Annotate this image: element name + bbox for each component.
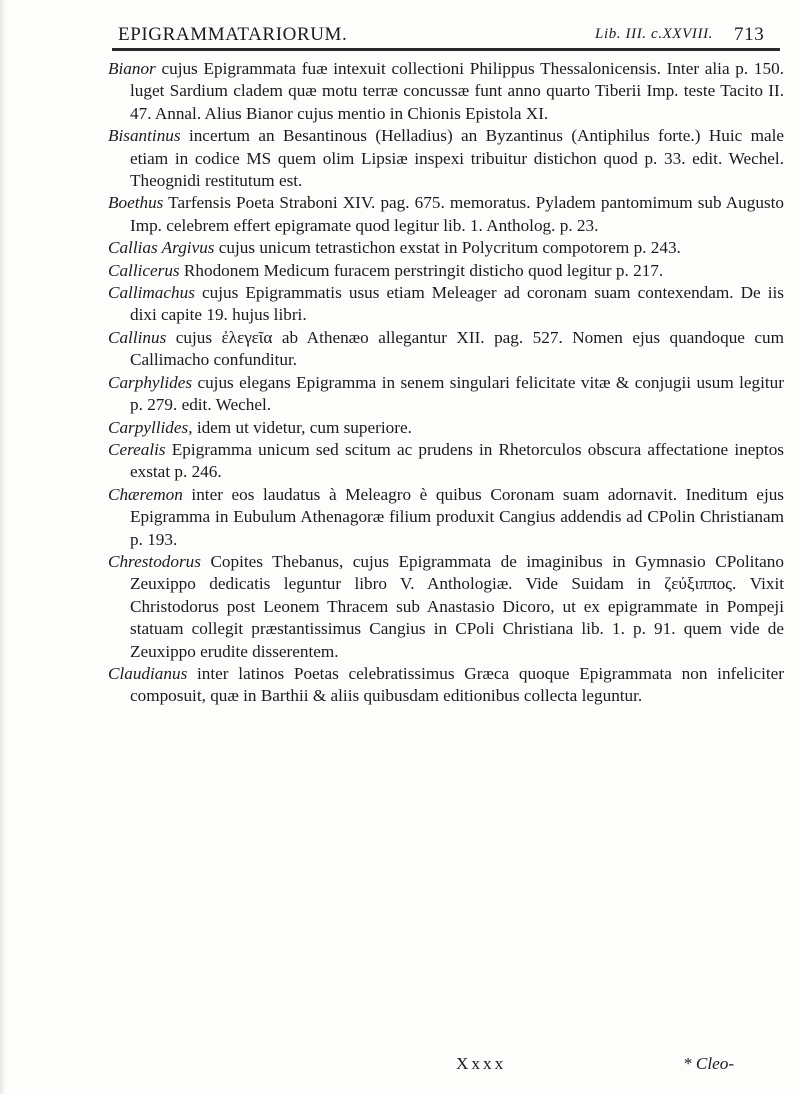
entry-list [108,58,784,708]
header-rule [112,48,780,51]
entry-headword: Callimachus [108,283,195,303]
entry-headword: Chrestodorus [108,551,201,571]
entry [108,551,784,663]
section-reference: Lib. III. c.XXVIII. [595,26,714,42]
entry-headword: Callias Argivus [108,238,215,258]
entry-text: cujus Epigrammata fuæ intexuit collectioni Philippus Thessalonicensis. Inter alia p. 150. luget Sardium cladem quæ motu terræ concussæ funt anno quarto Tiberii Imp. teste Tacito II. 47. Annal. Alius Bianor cujus mentio in Chionis Epistola XI. [130,59,784,123]
entry [108,484,784,551]
entry [108,327,784,372]
page-footer [108,1054,784,1104]
entry-headword: Chæremon [108,484,183,504]
entry-headword: Claudianus [108,663,188,683]
entry-text: idem ut videtur, cum superiore. [192,417,412,437]
running-title: EPIGRAMMATARIORUM. [118,24,348,45]
entry [108,58,784,125]
entry [108,125,784,192]
entry-headword: Callinus [108,327,167,347]
entry-text: cujus unicum tetrastichon exstat in Polycritum compotorem p. 243. [214,238,681,258]
entry-headword: Carpyllides, [108,417,193,437]
entry-text: incertum an Besantinous (Helladius) an Byzantinus (Antiphilus forte.) Huic male etiam in codice MS quem olim Lipsiæ inspexi tribuitur distichon quod p. 33. edit. Wechel. Theognidi restitutum est. [130,126,784,191]
entry [108,439,784,484]
entry-text: cujus Epigrammatis usus etiam Meleager ad coronam suam contexendam. De iis dixi capite 19. hujus libri. [130,283,784,325]
entry [108,663,784,708]
entry-text: inter eos laudatus à Meleagro è quibus Coronam suam adornavit. Ineditum ejus Epigramma in Eubulum Athenagoræ filium produxit Cangius addendis ad CPolin Christianam p. 193. [130,484,784,549]
scan-edge-shadow [0,0,6,1094]
entry-text: cujus elegans Epigramma in senem singulari felicitate vitæ & conjugii usum legitur p. 279. edit. Wechel. [130,372,784,415]
entry-text: inter latinos Poetas celebratissimus Græca quoque Epigrammata non infeliciter composuit, quæ in Barthii & aliis quibusdam editionibus collecta leguntur. [130,663,784,706]
catchword: * Cleo- [683,1054,735,1073]
entry-headword: Cerealis [108,439,166,459]
entry [108,282,784,327]
entry [108,372,784,417]
entry-headword: Boethus [108,193,164,213]
entry [108,260,784,282]
entry [108,192,784,237]
entry-headword: Callicerus [108,260,180,280]
entry-text: Copites Thebanus, cujus Epigrammata de imaginibus in Gymnasio CPolitano Zeuxippo dedicatis leguntur libro V. Anthologiæ. Vide Suidam in ζεύξιππος. Vixit Christodorus post Leonem Thracem sub Anastasio Dicoro, ut ex epigrammate in Pompeji statuam collegit præstantissimus Cangius in CPoli Christiana lib. 1. p. 91. quem vide de Zeuxippo erudite disserentem. [130,551,784,661]
entry-headword: Carphylides [108,372,193,392]
entry-text: Rhodonem Medicum furacem perstringit disticho quod legitur p. 217. [179,260,664,280]
entry-text: cujus ἐλεγεῖα ab Athenæo allegantur XII. pag. 527. Nomen ejus quandoque cum Callimacho confunditur. [130,327,784,370]
signature-mark: Xxxx [456,1054,507,1073]
entry-headword: Bianor [108,59,156,78]
entry [108,417,784,439]
entry [108,237,784,259]
entry-text: Tarfensis Poeta Straboni XIV. pag. 675. memoratus. Pyladem pantomimum sub Augusto Imp. celebrem effert epigramate quod legitur lib. 1. Antholog. p. 23. [130,193,784,235]
entry-headword: Bisantinus [108,126,181,146]
entry-text: Epigramma unicum sed scitum ac prudens in Rhetorculos obscura affectatione ineptos exstat p. 246. [130,439,784,482]
page-number: 713 [734,24,765,45]
